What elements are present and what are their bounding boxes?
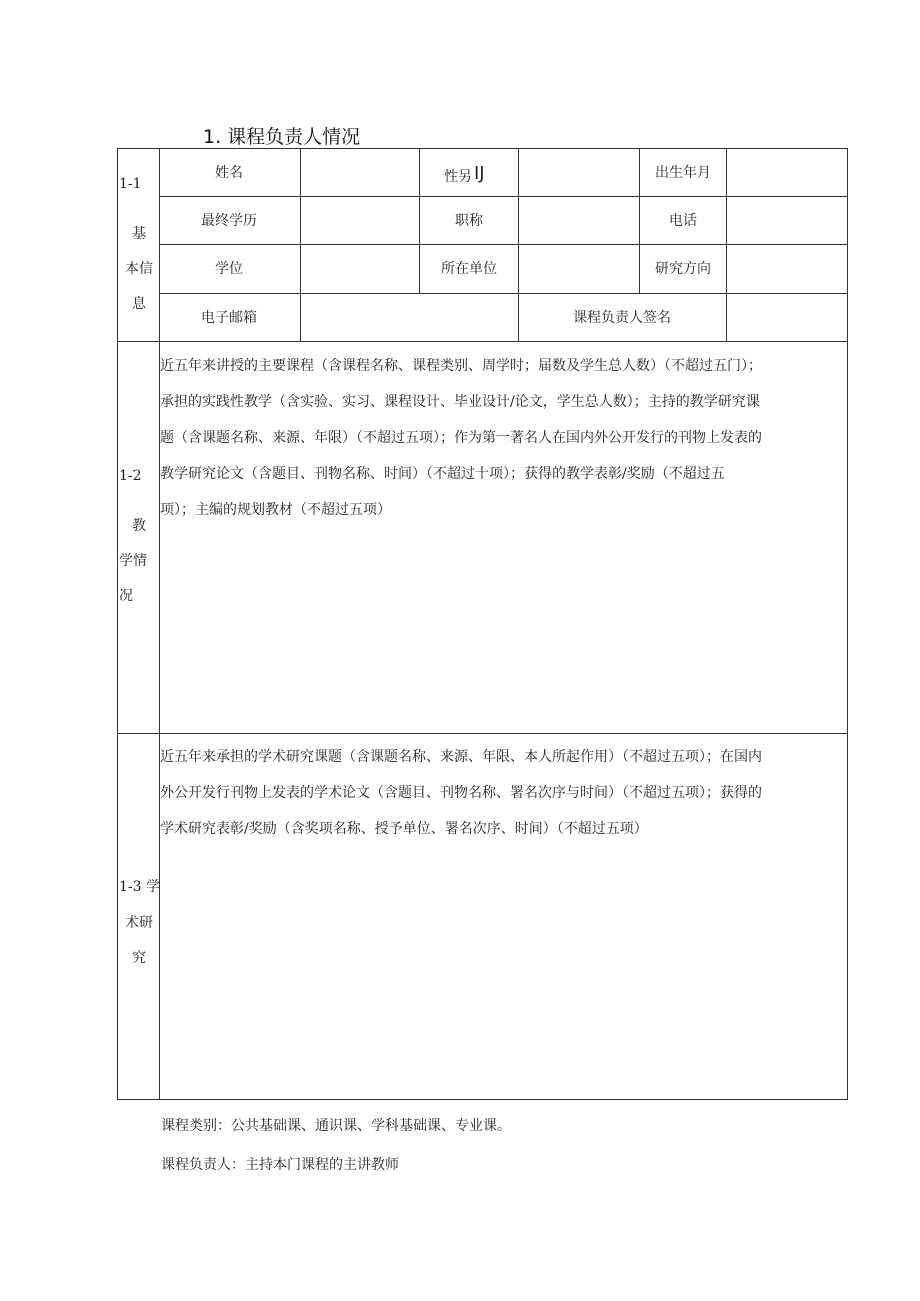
section2-label: 况 [119, 588, 133, 604]
section1-label: 息 [132, 296, 146, 312]
section-title: 1. 课程负责人情况 [203, 126, 361, 148]
birth-label: 出生年月 [655, 165, 711, 181]
section3-label: 究 [132, 950, 146, 966]
gender-label [444, 163, 485, 185]
course-type-note: 课程类别：公共基础课、通识课、学科基础课、专业课。 [161, 1118, 511, 1134]
signature-label: 课程负责人签名 [573, 310, 671, 326]
education-label: 最终学历 [201, 213, 257, 229]
instruction-line: 项）；主编的规划教材（不超过五项） [160, 502, 391, 518]
row-divider [159, 196, 848, 197]
instruction-line: 外公开发行刊物上发表的学术论文（含题目、刊物名称、署名次序与时间）（不超过五项）；获得的 [160, 785, 762, 801]
course-owner-note: 课程负责人：主持本门课程的主讲教师 [161, 1157, 399, 1173]
row-divider [159, 293, 848, 294]
degree-label: 学位 [215, 261, 243, 277]
column-divider [419, 148, 420, 293]
instruction-line: 教学研究论文（含题目、刊物名称、时间）（不超过十项）；获得的教学表彰/奖励（不超过五 [160, 466, 725, 482]
label-column-divider [159, 148, 160, 1100]
job-title-label: 职称 [455, 213, 483, 229]
instruction-line: 近五年来承担的学术研究课题（含课题名称、来源、年限、本人所起作用）（不超过五项）；在国内 [160, 749, 762, 765]
instruction-line: 学术研究表彰/奖励（含奖项名称、授予单位、署名次序、时间）（不超过五项） [160, 821, 648, 837]
section-divider [117, 733, 848, 734]
section2-number: 1-2 [119, 468, 142, 484]
gender-mark: IJ [474, 163, 485, 184]
section-divider [117, 341, 848, 342]
unit-label: 所在单位 [441, 261, 497, 277]
instruction-line: 近五年来讲授的主要课程（含课程名称、课程类别、周学时；届数及学生总人数）（不超过五门）； [160, 358, 762, 374]
teaching-instructions [160, 348, 844, 528]
section1-number: 1-1 [119, 176, 142, 192]
email-label: 电子邮箱 [201, 310, 257, 326]
column-divider [726, 148, 727, 341]
name-label: 姓名 [215, 165, 243, 181]
section2-label: 教 [132, 518, 146, 534]
column-divider [639, 148, 640, 293]
section3-label: 术研 [125, 915, 153, 931]
instruction-line: 承担的实践性教学（含实验、实习、课程设计、毕业设计/论文，学生总人数）；主持的教学研究课 [160, 394, 760, 410]
row-divider [159, 244, 848, 245]
gender-label-text: 性另 [444, 169, 472, 185]
column-divider [518, 148, 519, 341]
column-divider [300, 148, 301, 341]
research-instructions [160, 739, 844, 847]
info-table [117, 148, 848, 1100]
phone-label: 电话 [669, 213, 697, 229]
section1-label: 基 [132, 226, 146, 242]
section1-label: 本信 [125, 261, 153, 277]
instruction-line: 题（含课题名称、来源、年限）（不超过五项）；作为第一著名人在国内外公开发行的刊物上发表的 [160, 430, 762, 446]
section3-label: 1-3 学 [119, 879, 160, 895]
research-label: 研究方向 [655, 261, 711, 277]
section2-label: 学情 [119, 553, 147, 569]
